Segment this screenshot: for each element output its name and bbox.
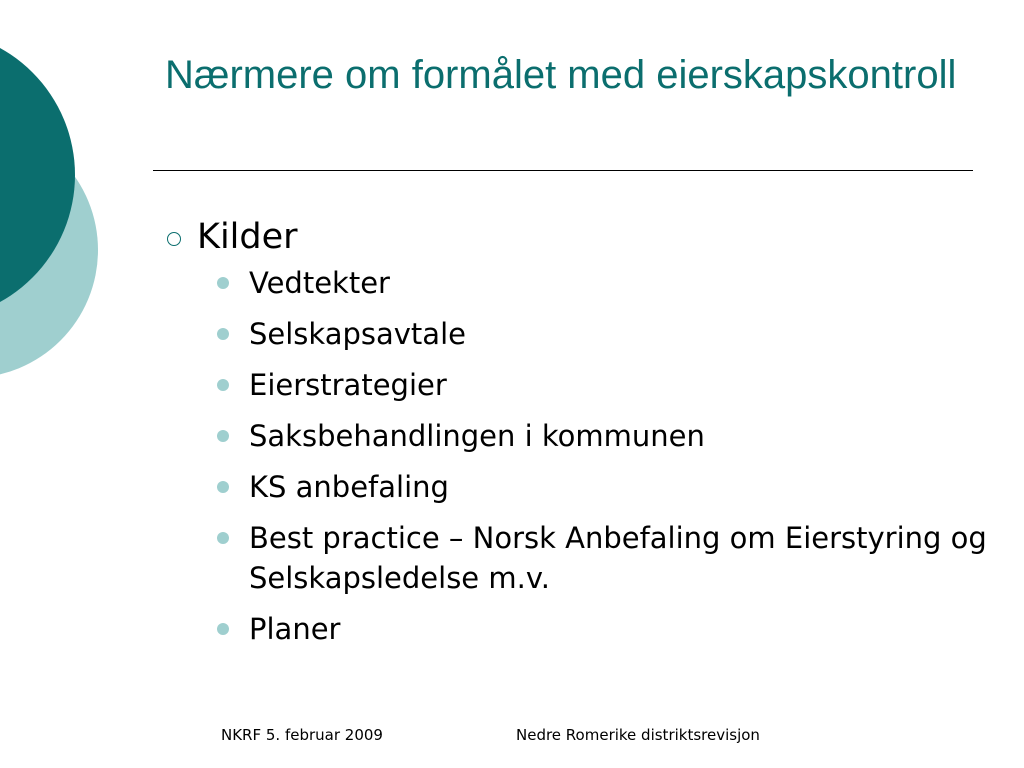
filled-dot-bullet-icon <box>217 623 229 635</box>
decorative-circles <box>0 0 110 410</box>
filled-dot-bullet-icon <box>217 277 229 289</box>
sub-bullet-item <box>215 365 995 405</box>
sub-bullet-item <box>215 609 995 649</box>
footer-date: NKRF 5. februar 2009 <box>221 726 383 744</box>
filled-dot-bullet-icon <box>217 532 229 544</box>
filled-dot-bullet-icon <box>217 379 229 391</box>
filled-dot-bullet-icon <box>217 430 229 442</box>
main-bullet-text: Kilder <box>197 217 298 257</box>
sub-bullet-text: Best practice – Norsk Anbefaling om Eierstyring og Selskapsledelse m.v. <box>249 521 987 595</box>
hollow-circle-bullet-icon <box>167 232 181 246</box>
sub-bullet-item <box>215 314 995 354</box>
filled-dot-bullet-icon <box>217 481 229 493</box>
footer-organization: Nedre Romerike distriktsrevisjon <box>516 726 760 744</box>
sub-bullet-item <box>215 518 995 598</box>
sub-bullet-text: Selskapsavtale <box>249 317 466 351</box>
sub-bullet-text: Eierstrategier <box>249 368 447 402</box>
sub-bullet-text: Vedtekter <box>249 266 390 300</box>
sub-bullet-text: Saksbehandlingen i kommunen <box>249 419 705 453</box>
sub-bullet-text: Planer <box>249 612 341 646</box>
slide-content <box>165 215 995 660</box>
slide-title: Nærmere om formålet med eierskapskontroll <box>165 53 957 97</box>
sub-bullet-item <box>215 416 995 456</box>
sub-bullet-item <box>215 467 995 507</box>
sub-bullet-list <box>165 263 995 649</box>
sub-bullet-item <box>215 263 995 303</box>
filled-dot-bullet-icon <box>217 328 229 340</box>
title-divider <box>153 170 973 171</box>
main-bullet <box>165 215 995 259</box>
sub-bullet-text: KS anbefaling <box>249 470 449 504</box>
